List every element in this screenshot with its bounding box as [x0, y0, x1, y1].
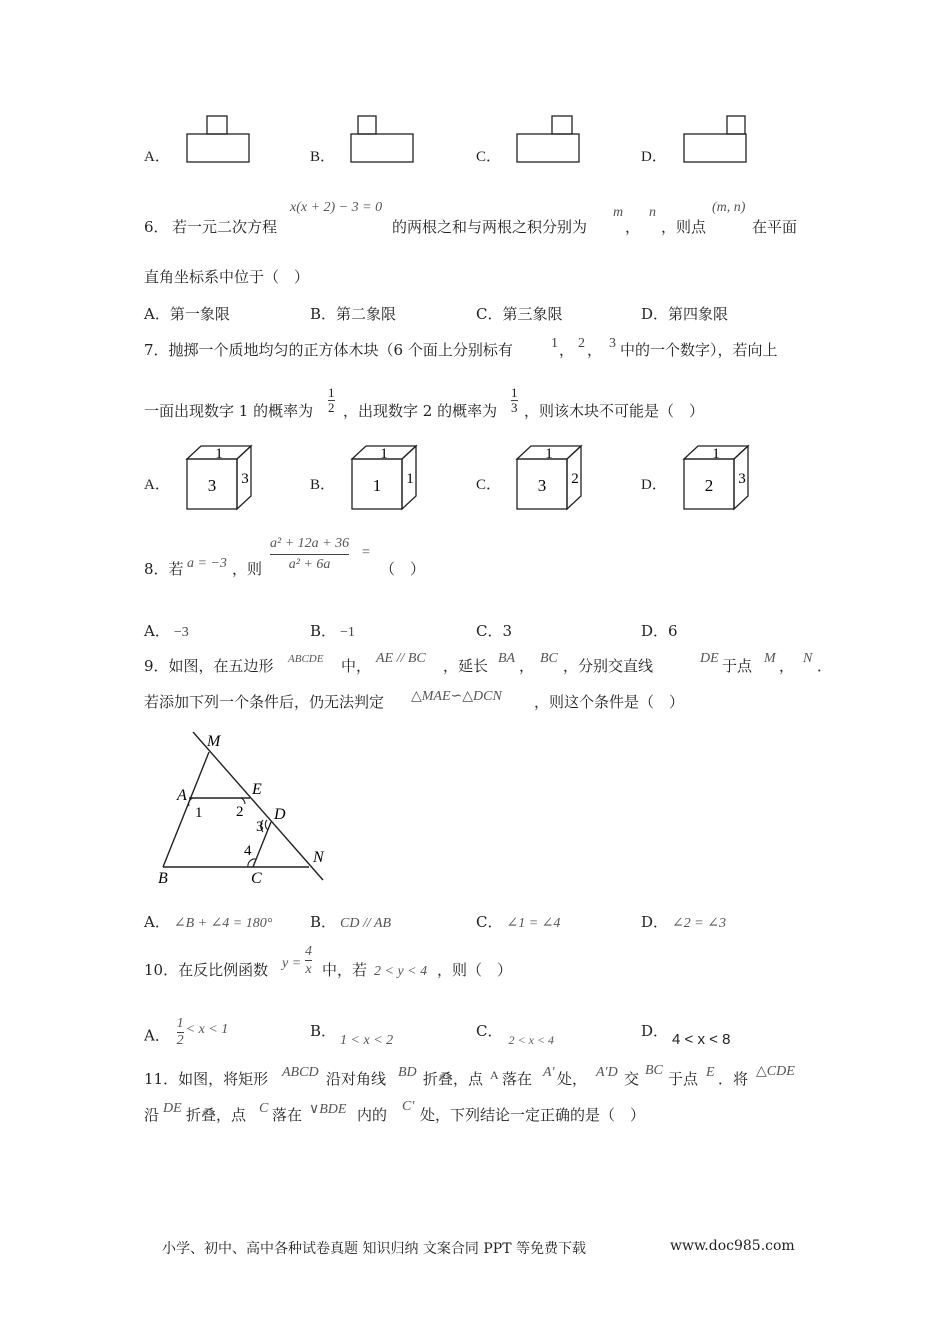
- angle-3-label: 3: [256, 819, 264, 835]
- cube-top-number: 1: [380, 446, 388, 462]
- punct: ，: [559, 341, 575, 359]
- question-text: 7．抛掷一个质地均匀的正方体木块（6 个面上分别标有: [144, 341, 513, 359]
- q5-option-c-view: [516, 115, 582, 165]
- question-text: 若添加下列一个条件后，仍无法判定: [144, 693, 385, 711]
- question-text: ，延长: [443, 657, 489, 675]
- condition: 2 < y < 4: [374, 964, 428, 979]
- question-text: 沿: [144, 1106, 160, 1124]
- option-c[interactable]: C．第三象限: [476, 305, 563, 323]
- question-text: 沿对角线: [326, 1070, 387, 1088]
- fig-label-n: N: [313, 849, 324, 866]
- var-n: n: [649, 205, 656, 220]
- fig-label-d: D: [274, 806, 286, 823]
- segment-a-prime-d: A′D: [596, 1065, 618, 1080]
- question-text: ，则: [232, 560, 263, 578]
- line-de: DE: [163, 1101, 182, 1116]
- question-text: ，则点: [661, 218, 707, 236]
- option-c[interactable]: C．3: [476, 622, 513, 640]
- cube-side-number: 2: [571, 471, 579, 487]
- option-label[interactable]: C．: [476, 149, 502, 165]
- triangle-bde: ∨BDE: [309, 1102, 347, 1117]
- question-text: 折叠，点: [423, 1070, 484, 1088]
- option-label[interactable]: C．: [476, 477, 502, 493]
- option-d[interactable]: D．6: [641, 622, 678, 640]
- point-n: N: [803, 651, 813, 666]
- point-mn: (m, n): [712, 200, 746, 215]
- fraction-4-over-x: 4 x: [305, 944, 312, 977]
- punct: ，: [587, 341, 603, 359]
- num-2: 2: [578, 336, 585, 351]
- question-text: 的两根之和与两根之积分别为: [392, 218, 588, 236]
- cube-b: [350, 445, 420, 511]
- cube-front-number: 2: [704, 476, 714, 495]
- question-text: ，则（ ）: [437, 961, 513, 979]
- polygon-name: ABCDE: [288, 653, 324, 665]
- line-de: DE: [700, 651, 719, 666]
- angle-1-label: 1: [195, 805, 203, 821]
- question-text: 内的: [357, 1106, 388, 1124]
- segment-ba: BA: [498, 651, 516, 666]
- option-label[interactable]: D．: [641, 149, 667, 165]
- footer-link[interactable]: www.doc985.com: [670, 1238, 795, 1254]
- fig-label-a: A: [177, 787, 187, 804]
- fraction-one-half: 1 2: [328, 385, 335, 415]
- question-text: 11．如图，将矩形: [144, 1070, 269, 1088]
- question-text: ，则该木块不可能是（ ）: [524, 402, 705, 420]
- option-b[interactable]: B．第二象限: [310, 305, 397, 323]
- option-a[interactable]: A． ∠B + ∠4 = 180°: [144, 913, 273, 931]
- footer-text: 小学、初中、高中各种试卷真题 知识归纳 文案合同 PPT 等免费下载: [162, 1241, 586, 1257]
- point-a-prime: A′: [543, 1065, 555, 1080]
- option-label[interactable]: B．: [310, 149, 336, 165]
- question-text: 于点: [668, 1070, 699, 1088]
- option-a[interactable]: A． $\frac{1}{2}$ < x < 1: [144, 1016, 229, 1048]
- question-text: 若一元二次方程: [172, 218, 278, 236]
- cube-top-number: 1: [545, 446, 553, 462]
- question-text: 折叠，点: [186, 1106, 247, 1124]
- option-d[interactable]: D．第四象限: [641, 305, 729, 323]
- cube-front-number: 1: [372, 476, 382, 495]
- question-text: ，出现数字 2 的概率为: [343, 402, 498, 420]
- var-m: m: [613, 205, 624, 220]
- punct: ，: [779, 657, 795, 675]
- fraction-one-half: $\frac{1}{2}$: [176, 1016, 184, 1048]
- fig-label-b: B: [158, 870, 168, 887]
- cube-d: [682, 445, 752, 511]
- num-1: 1: [551, 336, 558, 351]
- question-text: （ ）: [380, 560, 426, 578]
- option-b[interactable]: B．1 < x < 2: [310, 1022, 394, 1048]
- q5-option-d-view: [683, 115, 749, 165]
- cube-front-number: 3: [537, 476, 547, 495]
- point-c-prime: C′: [402, 1099, 415, 1114]
- option-label[interactable]: B．: [310, 477, 336, 493]
- punct: ．: [817, 657, 833, 675]
- question-text: 中，: [341, 657, 372, 675]
- triangle-cde: △CDE: [756, 1064, 795, 1079]
- angle-2-label: 2: [236, 804, 244, 820]
- question-text: 一面出现数字 1 的概率为: [144, 402, 314, 420]
- similarity-statement: △MAE∽△DCN: [411, 689, 502, 704]
- punct: ，: [519, 657, 535, 675]
- question-text: 交: [624, 1070, 640, 1088]
- point-e: E: [706, 1065, 715, 1080]
- num-3: 3: [609, 336, 616, 351]
- question-text: 处，: [557, 1070, 588, 1088]
- point-c: C: [259, 1101, 269, 1116]
- question-text: 处，下列结论一定正确的是（ ）: [420, 1106, 646, 1124]
- question-text: 落在: [502, 1070, 533, 1088]
- question-text: 在平面: [752, 218, 798, 236]
- option-a[interactable]: A．第一象限: [144, 305, 230, 323]
- question-text: 中的一个数字），若向上: [620, 341, 778, 359]
- question-number: 6．: [144, 218, 169, 236]
- cube-a: [185, 445, 255, 511]
- option-d[interactable]: D． ∠2 = ∠3: [641, 913, 726, 931]
- fraction-expression: a² + 12a + 36 a² + 6a: [270, 536, 350, 572]
- equals-sign: =: [362, 545, 370, 560]
- option-label[interactable]: D．: [641, 477, 667, 493]
- segment-bc: BC: [645, 1063, 663, 1078]
- q5-option-a-view: [186, 115, 252, 165]
- question-text: ，分别交直线: [563, 657, 654, 675]
- cube-top-number: 1: [712, 446, 720, 462]
- rect-abcd: ABCD: [282, 1065, 319, 1080]
- cube-side-number: 3: [738, 471, 746, 487]
- question-text: 落在: [272, 1106, 303, 1124]
- q5-option-b-view: [350, 115, 416, 165]
- cube-side-number: 3: [241, 471, 249, 487]
- equation: x(x + 2) − 3 = 0: [290, 200, 383, 215]
- condition: a = −3: [187, 556, 227, 571]
- option-b[interactable]: B． −1: [310, 622, 355, 640]
- option-label[interactable]: A．: [144, 477, 170, 493]
- question-text: ．将: [718, 1070, 749, 1088]
- option-c[interactable]: C． $_{2 < x < 4}$: [476, 1022, 555, 1047]
- segment-bc: BC: [540, 651, 558, 666]
- fig-label-c: C: [251, 870, 262, 887]
- question-text: ，则这个条件是（ ）: [534, 693, 685, 711]
- cube-top-number: 1: [215, 446, 223, 462]
- cube-side-number: 1: [406, 471, 414, 487]
- diagonal-bd: BD: [398, 1065, 417, 1080]
- fig-label-m: M: [207, 733, 221, 750]
- option-a[interactable]: A． −3: [144, 622, 189, 640]
- question-text: 中，若: [322, 961, 368, 979]
- point-m: M: [764, 651, 776, 666]
- option-b[interactable]: B． CD // AB: [310, 913, 392, 931]
- question-text: 于点: [722, 657, 753, 675]
- parallel-condition: AE // BC: [376, 651, 426, 666]
- question-text: 8．若: [144, 560, 184, 578]
- question-text: 直角坐标系中位于（ ）: [144, 268, 310, 286]
- question-text: 10．在反比例函数: [144, 961, 269, 979]
- function-y: y =: [282, 956, 302, 971]
- fig-label-e: E: [252, 781, 262, 798]
- option-label[interactable]: A．: [144, 149, 170, 165]
- cube-c: [515, 445, 585, 511]
- angle-4-label: 4: [244, 843, 252, 859]
- punct: ，: [625, 218, 641, 236]
- point-a: A: [490, 1068, 499, 1082]
- pentagon-figure: [150, 728, 340, 888]
- option-c[interactable]: C． ∠1 = ∠4: [476, 913, 561, 931]
- fraction-one-third: 1 3: [511, 385, 518, 415]
- option-d[interactable]: D． 4 < x < 8: [641, 1022, 731, 1048]
- cube-front-number: 3: [207, 476, 217, 495]
- question-text: 9．如图，在五边形: [144, 657, 274, 675]
